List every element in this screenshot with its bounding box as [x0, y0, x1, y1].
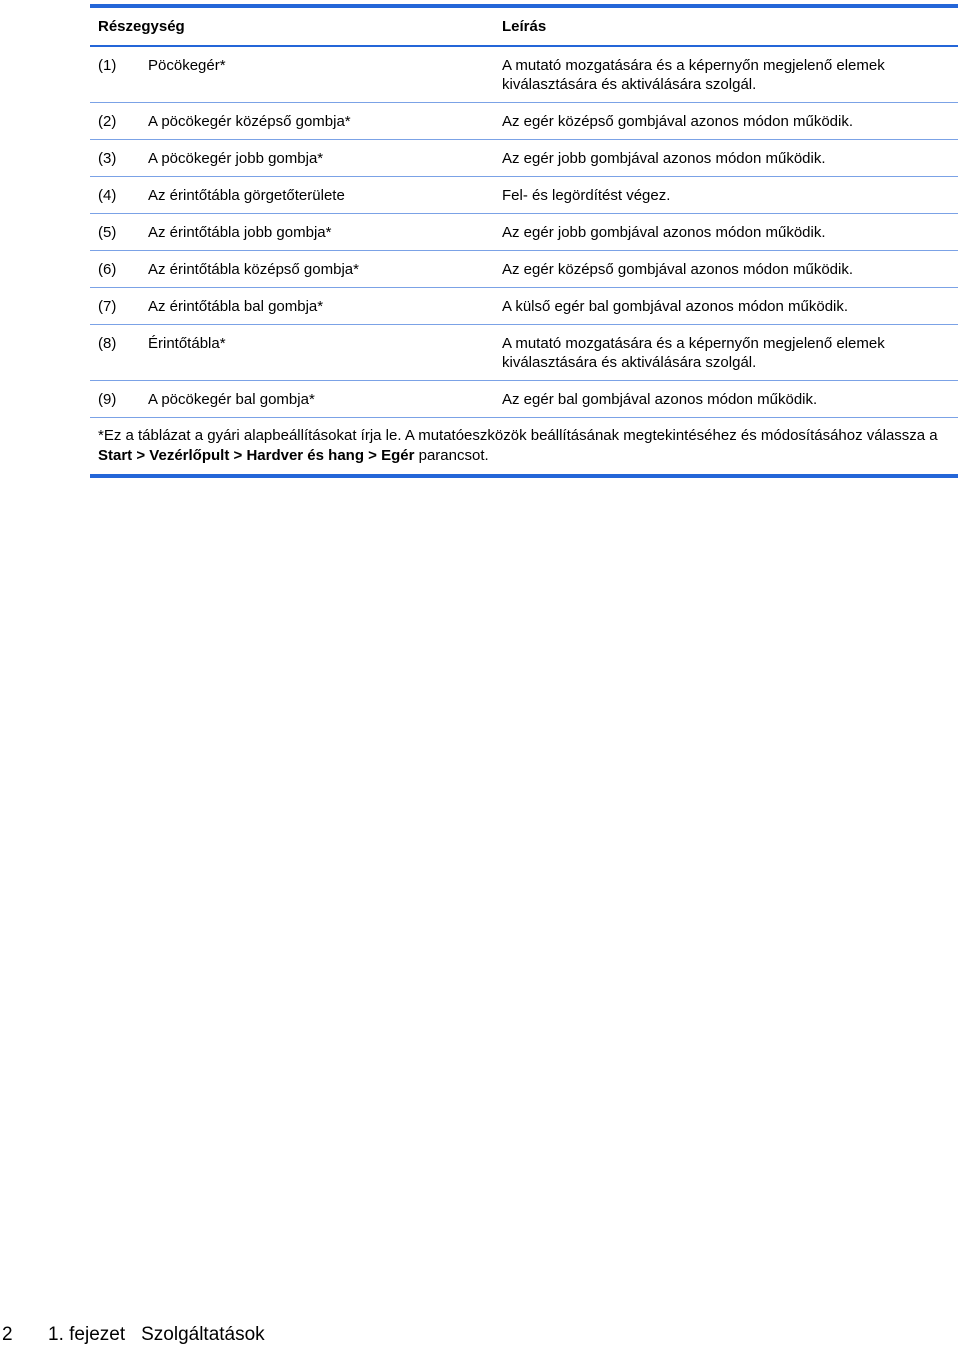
- table-row: [90, 47, 958, 102]
- row-description: Fel- és legördítést végez.: [502, 187, 671, 204]
- row-description: Az egér jobb gombjával azonos módon működik.: [502, 150, 826, 167]
- table-body: [90, 47, 958, 418]
- row-number: (1): [98, 57, 117, 74]
- table-row: [90, 177, 958, 213]
- header-description: Leírás: [502, 18, 547, 35]
- row-part: A pöcökegér bal gombja*: [148, 391, 315, 408]
- footnote-separator: >: [132, 447, 150, 464]
- row-number: (9): [98, 391, 117, 408]
- row-number: (7): [98, 298, 117, 315]
- row-part: A pöcökegér középső gombja*: [148, 113, 351, 130]
- row-part: Az érintőtábla bal gombja*: [148, 298, 324, 315]
- row-description: Az egér jobb gombjával azonos módon működik.: [502, 224, 826, 241]
- row-number: (2): [98, 113, 117, 130]
- row-description: A mutató mozgatására és a képernyőn megjelenő elemek kiválasztására és aktiválására szolgál.: [502, 335, 885, 371]
- row-description: A külső egér bal gombjával azonos módon működik.: [502, 298, 849, 315]
- row-number: (3): [98, 150, 117, 167]
- row-part: Az érintőtábla jobb gombja*: [148, 224, 332, 241]
- footnote-hardware: Hardver és hang: [246, 447, 364, 464]
- table-row: [90, 103, 958, 139]
- footnote-separator: >: [363, 447, 382, 464]
- footnote-start: Start: [98, 447, 133, 464]
- table-row: [90, 214, 958, 250]
- footnote-text: *Ez a táblázat a gyári alapbeállításokat írja le. A mutatóeszközök beállításának megtekintéséhez és módosításához válassza a: [98, 427, 938, 444]
- chapter-label: 1. fejezet: [48, 1324, 126, 1345]
- footnote-text-end: parancsot.: [414, 447, 489, 464]
- row-description: Az egér középső gombjával azonos módon működik.: [502, 261, 854, 278]
- row-description: Az egér bal gombjával azonos módon működik.: [502, 391, 818, 408]
- row-part: Az érintőtábla görgetőterülete: [148, 187, 345, 204]
- table-bottom-rule: [90, 474, 958, 478]
- table-footnote: [90, 418, 958, 474]
- footnote-separator: >: [229, 447, 247, 464]
- page-footer: [0, 1323, 265, 1347]
- table-row: [90, 288, 958, 324]
- row-part: Pöcökegér*: [148, 57, 226, 74]
- row-description: A mutató mozgatására és a képernyőn megjelenő elemek kiválasztására és aktiválására szolgál.: [502, 57, 885, 93]
- row-number: (4): [98, 187, 117, 204]
- table-row: [90, 325, 958, 380]
- table-row: [90, 140, 958, 176]
- row-part: A pöcökegér jobb gombja*: [148, 150, 324, 167]
- row-description: Az egér középső gombjával azonos módon működik.: [502, 113, 854, 130]
- table-header: [90, 8, 958, 45]
- row-part: Érintőtábla*: [148, 335, 226, 352]
- chapter-title: Szolgáltatások: [141, 1324, 265, 1345]
- table-row: [90, 251, 958, 287]
- footnote-control-panel: Vezérlőpult: [149, 447, 230, 464]
- components-table: [90, 4, 958, 478]
- row-number: (5): [98, 224, 117, 241]
- table-row: [90, 381, 958, 417]
- header-part: Részegység: [98, 18, 185, 35]
- page-number: 2: [2, 1324, 13, 1345]
- row-part: Az érintőtábla középső gombja*: [148, 261, 359, 278]
- row-number: (6): [98, 261, 117, 278]
- row-number: (8): [98, 335, 117, 352]
- footnote-mouse: Egér: [381, 447, 415, 464]
